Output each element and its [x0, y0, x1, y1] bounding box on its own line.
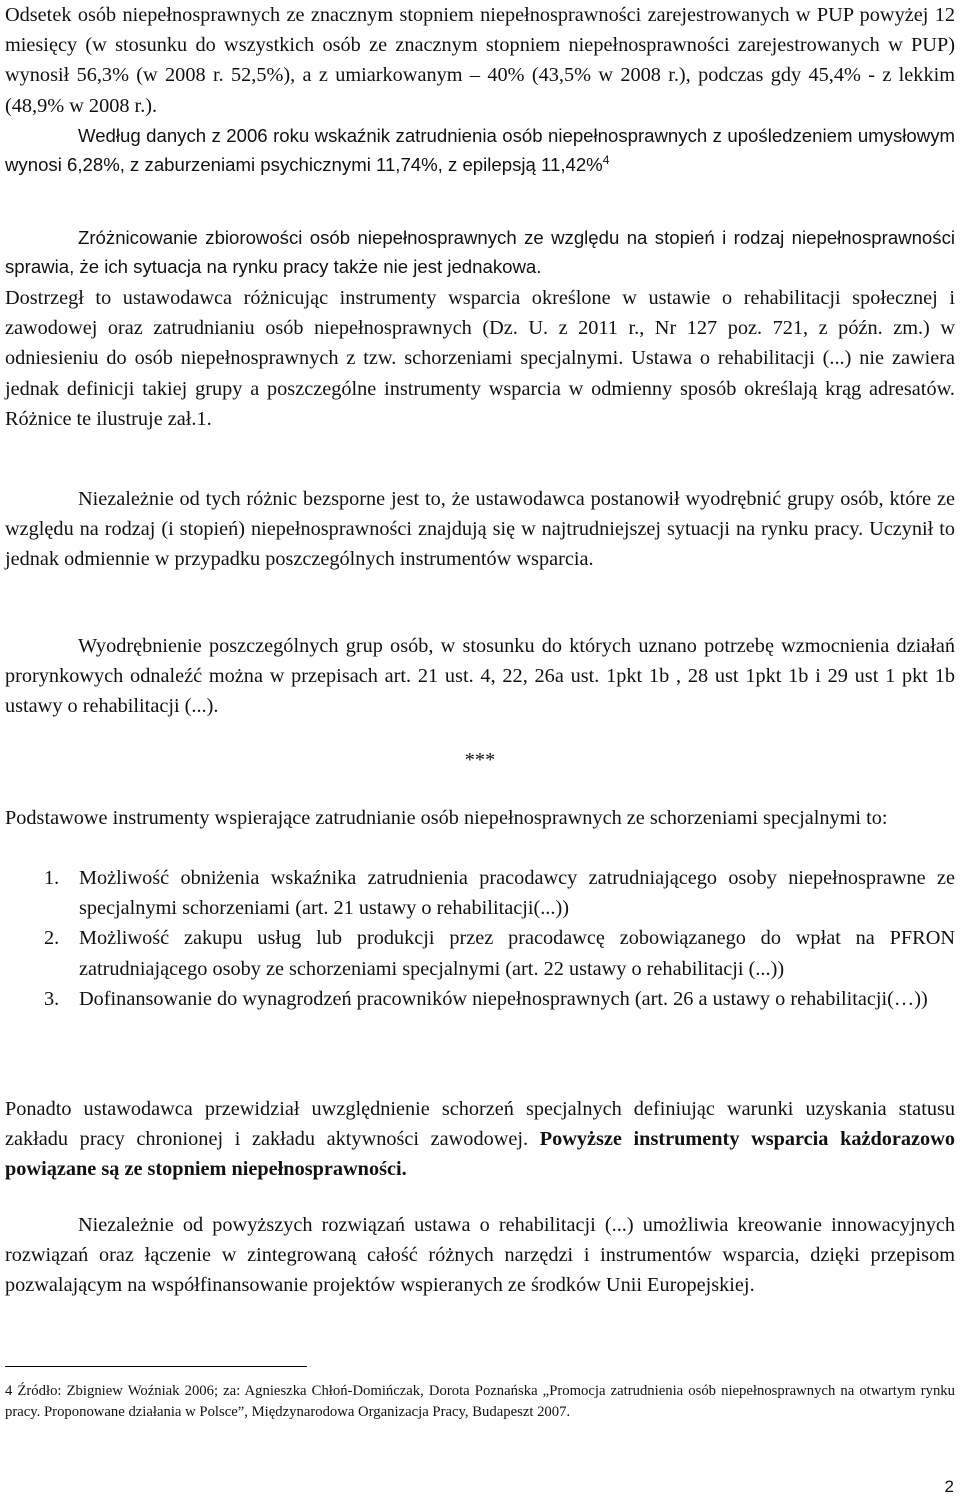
paragraph-eu-cofinancing: Niezależnie od powyższych rozwiązań ustawa o rehabilitacji (...) umożliwia kreowanie innowacyjnych rozwiązań oraz łączenie w zintegrowaną całość różnych narzędzi i instrumentów wsparcia, dzięki przepisom pozwalającym na współfinansowanie projektów wspieranych ze środków Unii Europejskiej.	[5, 1214, 955, 1297]
paragraph-protected-workplaces	[5, 1094, 955, 1185]
footnote-divider	[5, 1366, 307, 1367]
paragraph-groups-separated: Niezależnie od tych różnic bezsporne jest to, że ustawodawca postanowił wyodrębnić grupy osób, które ze względu na rodzaj (i stopień) niepełnosprawności znajdują się w najtrudniejszej sytuacji na rynku pracy. Uczynił to jednak odmiennie w przypadku poszczególnych instrumentów wsparcia.	[5, 488, 955, 571]
bold-conclusion: Powyższe instrumenty wsparcia każdorazowo powiązane są ze stopniem niepełnosprawności.	[5, 1128, 955, 1181]
list-item	[5, 984, 955, 1014]
list-item	[5, 923, 955, 983]
list-item-text: Możliwość zakupu usług lub produkcji przez pracodawcę zobowiązanego do wpłat na PFRON zatrudniającego osoby ze schorzeniami specjalnymi (art. 22 ustawy o rehabilitacji (...))	[79, 927, 955, 980]
section-separator: ***	[464, 749, 496, 771]
paragraph-diversity: Zróżnicowanie zbiorowości osób niepełnosprawnych ze względu na stopień i rodzaj niepełnosprawności sprawia, że ich sytuacja na rynku pracy także nie jest jednakowa.	[5, 227, 955, 277]
list-item-number: 1.	[44, 867, 60, 889]
paragraph-provisions: Wyodrębnienie poszczególnych grup osób, w stosunku do których uznano potrzebę wzmocnienia działań prorynkowych odnaleźć można w przepisach art. 21 ust. 4, 22, 26a ust. 1pkt 1b , 28 ust 1pkt 1b i 29 ust 1 pkt 1b ustawy o rehabilitacji (...).	[5, 635, 955, 718]
protected-workplaces-text: Ponadto ustawodawca przewidział uwzględnienie schorzeń specjalnych definiując warunki uzyskania statusu zakładu pracy chronionej i zakładu aktywności zawodowej.	[5, 1098, 955, 1151]
list-item-text: Dofinansowanie do wynagrodzeń pracowników niepełnosprawnych (art. 26 a ustawy o rehabilitacji(…))	[79, 987, 928, 1010]
instruments-list	[5, 863, 955, 1014]
employment-rates-text: Według danych z 2006 roku wskaźnik zatrudnienia osób niepełnosprawnych z upośledzeniem umysłowym wynosi 6,28%, z zaburzeniami psychicznymi 11,74%, z epilepsją 11,42%	[5, 125, 955, 175]
page-number: 2	[944, 1477, 954, 1496]
list-item-text: Możliwość obniżenia wskaźnika zatrudnienia pracodawcy zatrudniającego osoby niepełnosprawne ze specjalnymi schorzeniami (art. 21 ustawy o rehabilitacji(...))	[79, 867, 955, 920]
footnote-text: 4 Źródło: Zbigniew Woźniak 2006; za: Agnieszka Chłoń-Domińczak, Dorota Poznańska „Promocja zatrudnienia osób niepełnosprawnych na otwartym rynku pracy. Proponowane działania w Polsce”, Międzynarodowa Organizacja Pracy, Budapeszt 2007.	[5, 1383, 955, 1420]
paragraph-basic-instruments-intro: Podstawowe instrumenty wspierające zatrudnianie osób niepełnosprawnych ze schorzeniami specjalnymi to:	[5, 807, 888, 829]
paragraph-legislator-instruments: Dostrzegł to ustawodawca różnicując instrumenty wsparcia określone w ustawie o rehabilitacji społecznej i zawodowej oraz zatrudnianiu osób niepełnosprawnych (Dz. U. z 2011 r., Nr 127 poz. 721, z późn. zm.) w odniesieniu do osób niepełnosprawnych z tzw. schorzeniami specjalnymi. Ustawa o rehabilitacji (...) nie zawiera jednak definicji takiej grupy a poszczególne instrumenty wsparcia w odmienny sposób określają krąg adresatów. Różnice te ilustruje zał.1.	[5, 287, 955, 430]
list-item-number: 3.	[44, 987, 60, 1010]
paragraph-employment-rates	[5, 122, 955, 180]
paragraph-pup-statistics: Odsetek osób niepełnosprawnych ze znacznym stopniem niepełnosprawności zarejestrowanych w PUP powyżej 12 miesięcy (w stosunku do wszystkich osób ze znacznym stopniem niepełnosprawności zarejestrowanych w PUP) wynosił 56,3% (w 2008 r. 52,5%), a z umiarkowanym – 40% (43,5% w 2008 r.), podczas gdy 45,4% - z lekkim (48,9% w 2008 r.).	[5, 4, 955, 117]
footnote-ref[interactable]: 4	[602, 152, 610, 167]
list-item	[5, 863, 955, 923]
list-item-number: 2.	[44, 927, 60, 950]
